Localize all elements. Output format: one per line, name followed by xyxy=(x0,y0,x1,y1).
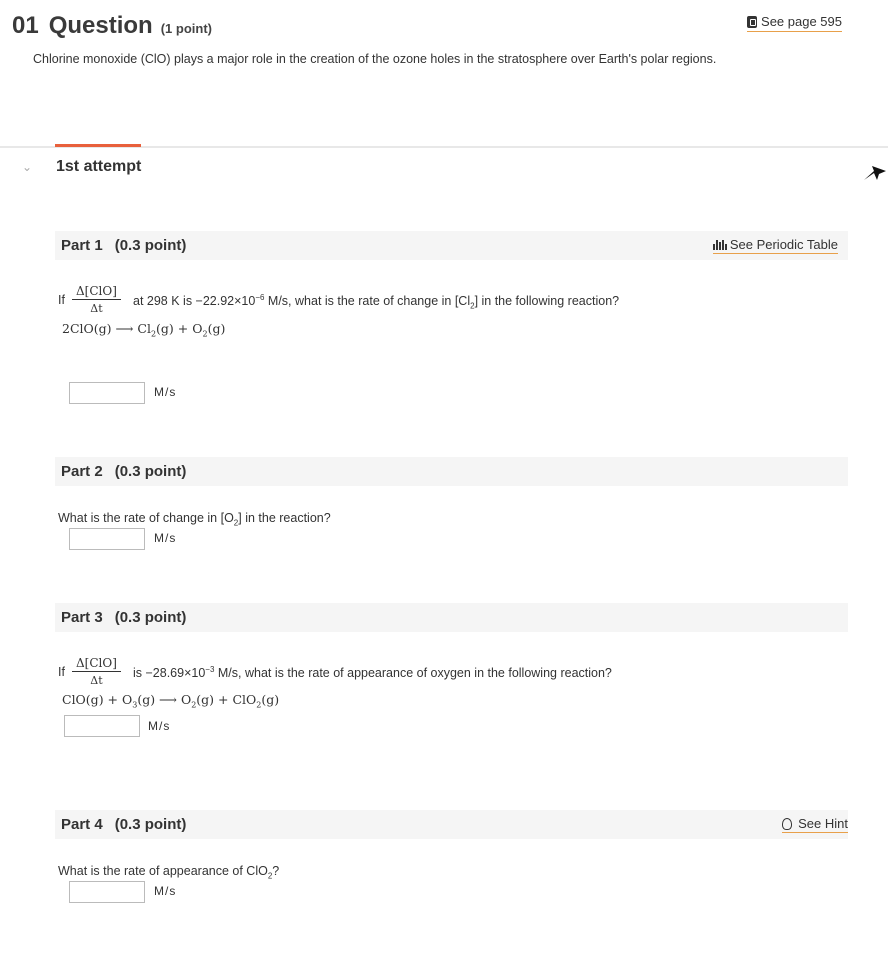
fraction-denominator: Δt xyxy=(90,674,103,687)
see-periodic-table-link[interactable] xyxy=(713,237,838,254)
lightbulb-icon xyxy=(782,818,792,830)
part-1-prompt xyxy=(133,293,619,311)
part-4-header xyxy=(55,810,848,839)
eq-left: ClO(g) + O xyxy=(62,692,133,707)
eq-sub-1: 3 xyxy=(132,700,138,710)
question-points: (1 point) xyxy=(160,21,212,36)
prompt-exponent: −6 xyxy=(255,293,265,302)
eq-left: 2ClO(g) ⟶ Cl xyxy=(62,321,151,336)
unit-label: M/s xyxy=(154,884,177,898)
eq-sub-3: 2 xyxy=(256,700,262,710)
part-3-prompt xyxy=(133,665,612,680)
see-page-label: See page 595 xyxy=(761,14,842,29)
if-label: If xyxy=(58,665,65,679)
prompt-text-end: ? xyxy=(272,864,280,878)
eq-mid: (g) ⟶ O xyxy=(137,692,192,707)
prompt-text-pre: What is the rate of appearance of ClO xyxy=(58,864,268,878)
see-hint-label: See Hint xyxy=(798,816,848,831)
question-number: 01 xyxy=(12,12,39,39)
prompt-text-pre: is −28.69×10 xyxy=(133,666,206,681)
part-points: (0.3 point) xyxy=(114,463,187,480)
part-2-header xyxy=(55,457,848,486)
see-hint-link[interactable] xyxy=(782,816,848,833)
part-title: Part 3 xyxy=(61,609,103,626)
question-intro: Chlorine monoxide (ClO) plays a major role in the creation of the ozone holes in the stratosphere over Earth's polar regions. xyxy=(33,52,717,66)
prompt-subscript: 2 xyxy=(470,301,475,311)
prompt-subscript: 2 xyxy=(267,871,273,881)
pin-icon[interactable] xyxy=(862,162,888,182)
see-periodic-table-label: See Periodic Table xyxy=(729,237,838,252)
attempt-label: 1st attempt xyxy=(56,158,142,175)
fraction-numerator: Δ[ClO] xyxy=(72,656,121,672)
see-page-link[interactable] xyxy=(747,14,842,32)
part-points: (0.3 point) xyxy=(114,609,187,626)
eq-sub-1: 2 xyxy=(150,329,157,339)
part-1-answer-input[interactable] xyxy=(69,382,145,404)
fraction-numerator: Δ[ClO] xyxy=(72,284,121,300)
unit-label: M/s xyxy=(154,385,177,399)
prompt-text-pre: What is the rate of change in [O xyxy=(58,511,234,525)
attempt-toggle[interactable] xyxy=(22,158,141,176)
part-3-header xyxy=(55,603,848,632)
chevron-down-icon: ⌄ xyxy=(22,160,33,174)
part-4-answer-input[interactable] xyxy=(69,881,145,903)
reaction-equation xyxy=(62,692,279,710)
part-points: (0.3 point) xyxy=(114,816,187,833)
part-title: Part 1 xyxy=(61,237,103,254)
part-title: Part 2 xyxy=(61,463,103,480)
part-2-answer-input[interactable] xyxy=(69,528,145,550)
eq-right: (g) xyxy=(261,692,280,707)
prompt-subscript: 2 xyxy=(233,518,239,528)
eq-right: (g) xyxy=(207,321,226,336)
prompt-exponent: −3 xyxy=(205,665,215,674)
prompt-text-pre: at 298 K is −22.92×10 xyxy=(133,294,256,309)
fraction-denominator: Δt xyxy=(90,302,103,315)
part-2-prompt xyxy=(58,511,331,528)
part-4-prompt xyxy=(58,864,279,881)
eq-sub-2: 2 xyxy=(191,700,197,710)
if-label: If xyxy=(58,293,65,307)
part-title: Part 4 xyxy=(61,816,103,833)
rate-fraction xyxy=(72,284,121,315)
prompt-text-post: M/s, what is the rate of appearance of oxygen in the following reaction? xyxy=(214,666,612,681)
eq-mid-2: (g) + ClO xyxy=(196,692,257,707)
book-icon xyxy=(747,16,757,28)
part-3-answer-input[interactable] xyxy=(64,715,140,737)
unit-label: M/s xyxy=(154,531,177,545)
prompt-text-post: M/s, what is the rate of change in [Cl xyxy=(264,294,471,309)
attempt-tab-accent xyxy=(55,144,141,147)
question-header xyxy=(12,12,212,40)
prompt-text-end: ] in the reaction? xyxy=(238,511,331,525)
part-1-header xyxy=(55,231,848,260)
prompt-text-end: ] in the following reaction? xyxy=(474,294,620,309)
rate-fraction xyxy=(72,656,121,687)
eq-mid: (g) + O xyxy=(156,321,203,336)
reaction-equation xyxy=(62,321,225,339)
part-points: (0.3 point) xyxy=(114,237,187,254)
question-title: Question xyxy=(48,12,153,39)
unit-label: M/s xyxy=(148,719,171,733)
eq-sub-2: 2 xyxy=(202,329,208,339)
periodic-table-icon xyxy=(713,240,727,250)
